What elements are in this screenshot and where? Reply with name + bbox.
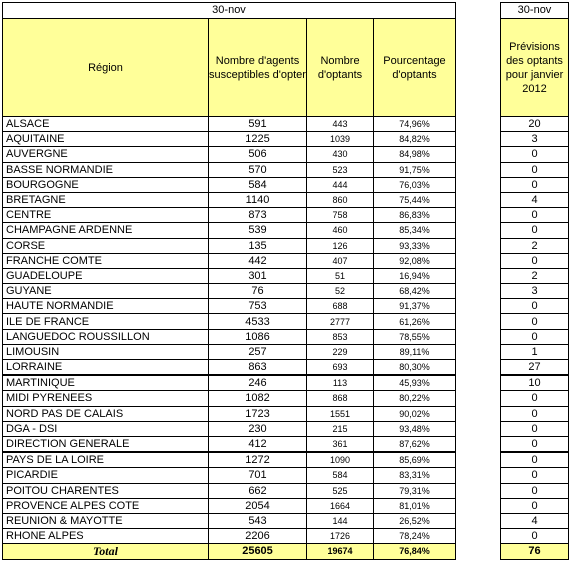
forecast-cell: 27 xyxy=(501,360,569,376)
forecast-cell: 0 xyxy=(501,391,569,406)
forecast-cell: 2 xyxy=(501,268,569,283)
table-row xyxy=(3,314,456,329)
region-cell: AQUITAINE xyxy=(3,132,209,147)
forecast-cell: 10 xyxy=(501,375,569,391)
table-row xyxy=(3,452,456,468)
pct-cell: 90,02% xyxy=(374,406,456,421)
region-cell: GUADELOUPE xyxy=(3,268,209,283)
forecast-row xyxy=(501,314,569,329)
agents-cell: 591 xyxy=(209,117,307,132)
agents-cell: 2206 xyxy=(209,529,307,544)
table-row xyxy=(3,529,456,544)
table-row xyxy=(3,483,456,498)
forecast-cell: 0 xyxy=(501,253,569,268)
agents-cell: 76 xyxy=(209,284,307,299)
agents-cell: 257 xyxy=(209,344,307,359)
forecast-cell: 4 xyxy=(501,192,569,207)
pct-cell: 61,26% xyxy=(374,314,456,329)
region-cell: CENTRE xyxy=(3,208,209,223)
forecast-cell: 0 xyxy=(501,421,569,436)
forecast-row xyxy=(501,162,569,177)
optants-cell: 868 xyxy=(307,391,374,406)
pct-cell: 86,83% xyxy=(374,208,456,223)
optants-cell: 1664 xyxy=(307,498,374,513)
forecast-cell: 0 xyxy=(501,529,569,544)
pct-cell: 89,11% xyxy=(374,344,456,359)
forecast-row xyxy=(501,529,569,544)
pct-cell: 83,31% xyxy=(374,468,456,483)
pct-header: Pourcentage d'optants xyxy=(374,19,456,117)
forecast-row xyxy=(501,223,569,238)
table-row xyxy=(3,147,456,162)
forecast-cell: 0 xyxy=(501,406,569,421)
region-header: Région xyxy=(3,19,209,117)
table-row xyxy=(3,436,456,452)
optants-cell: 1726 xyxy=(307,529,374,544)
agents-cell: 543 xyxy=(209,513,307,528)
forecast-row xyxy=(501,117,569,132)
agents-cell: 135 xyxy=(209,238,307,253)
optants-table xyxy=(2,2,456,560)
pct-cell: 26,52% xyxy=(374,513,456,528)
region-cell: CORSE xyxy=(3,238,209,253)
pct-cell: 84,98% xyxy=(374,147,456,162)
region-cell: CHAMPAGNE ARDENNE xyxy=(3,223,209,238)
region-cell: PICARDIE xyxy=(3,468,209,483)
pct-cell: 79,31% xyxy=(374,483,456,498)
forecast-row xyxy=(501,421,569,436)
pct-cell: 76,03% xyxy=(374,177,456,192)
forecast-cell: 0 xyxy=(501,223,569,238)
table-row xyxy=(3,406,456,421)
total-row xyxy=(3,544,456,560)
forecast-row xyxy=(501,147,569,162)
forecast-cell: 0 xyxy=(501,468,569,483)
optants-cell: 523 xyxy=(307,162,374,177)
optants-cell: 1039 xyxy=(307,132,374,147)
forecast-row xyxy=(501,344,569,359)
agents-cell: 301 xyxy=(209,268,307,283)
table-row xyxy=(3,344,456,359)
forecast-row xyxy=(501,329,569,344)
pct-cell: 85,69% xyxy=(374,452,456,468)
table-row xyxy=(3,360,456,376)
forecast-total-row xyxy=(501,544,569,560)
forecast-cell: 0 xyxy=(501,452,569,468)
forecast-row xyxy=(501,253,569,268)
forecast-cell: 0 xyxy=(501,162,569,177)
optants-cell: 584 xyxy=(307,468,374,483)
region-cell: FRANCHE COMTE xyxy=(3,253,209,268)
optants-cell: 758 xyxy=(307,208,374,223)
agents-cell: 1086 xyxy=(209,329,307,344)
total-pct: 76,84% xyxy=(374,544,456,560)
optants-cell: 853 xyxy=(307,329,374,344)
forecast-cell: 0 xyxy=(501,314,569,329)
region-cell: BOURGOGNE xyxy=(3,177,209,192)
table-row xyxy=(3,284,456,299)
region-cell: MARTINIQUE xyxy=(3,375,209,391)
optants-cell: 2777 xyxy=(307,314,374,329)
region-cell: ILE DE FRANCE xyxy=(3,314,209,329)
pct-cell: 87,62% xyxy=(374,436,456,452)
agents-cell: 1140 xyxy=(209,192,307,207)
table-row xyxy=(3,253,456,268)
optants-cell: 525 xyxy=(307,483,374,498)
agents-cell: 1225 xyxy=(209,132,307,147)
region-cell: AUVERGNE xyxy=(3,147,209,162)
pct-cell: 80,30% xyxy=(374,360,456,376)
optants-cell: 215 xyxy=(307,421,374,436)
forecast-row xyxy=(501,208,569,223)
table-row xyxy=(3,192,456,207)
table-row xyxy=(3,421,456,436)
forecast-cell: 2 xyxy=(501,238,569,253)
pct-cell: 93,48% xyxy=(374,421,456,436)
forecast-row xyxy=(501,192,569,207)
forecast-cell: 0 xyxy=(501,329,569,344)
region-cell: LIMOUSIN xyxy=(3,344,209,359)
agents-cell: 4533 xyxy=(209,314,307,329)
pct-cell: 74,96% xyxy=(374,117,456,132)
total-label: Total xyxy=(3,544,209,560)
forecast-cell: 3 xyxy=(501,132,569,147)
forecast-header: Prévisions des optants pour janvier 2012 xyxy=(501,19,569,117)
agents-cell: 442 xyxy=(209,253,307,268)
forecast-cell: 0 xyxy=(501,177,569,192)
table-row xyxy=(3,468,456,483)
forecast-date-header: 30-nov xyxy=(501,3,569,19)
table-row xyxy=(3,132,456,147)
forecast-row xyxy=(501,177,569,192)
forecast-cell: 0 xyxy=(501,436,569,452)
optants-cell: 51 xyxy=(307,268,374,283)
forecast-total: 76 xyxy=(501,544,569,560)
forecast-row xyxy=(501,375,569,391)
table-row xyxy=(3,117,456,132)
region-cell: NORD PAS DE CALAIS xyxy=(3,406,209,421)
table-row xyxy=(3,299,456,314)
table-row xyxy=(3,498,456,513)
pct-cell: 80,22% xyxy=(374,391,456,406)
pct-cell: 81,01% xyxy=(374,498,456,513)
region-cell: GUYANE xyxy=(3,284,209,299)
table-row xyxy=(3,375,456,391)
table-row xyxy=(3,391,456,406)
region-cell: MIDI PYRENEES xyxy=(3,391,209,406)
optants-cell: 444 xyxy=(307,177,374,192)
table-row xyxy=(3,238,456,253)
optants-cell: 229 xyxy=(307,344,374,359)
region-cell: PROVENCE ALPES COTE xyxy=(3,498,209,513)
pct-cell: 78,55% xyxy=(374,329,456,344)
agents-cell: 539 xyxy=(209,223,307,238)
table-row xyxy=(3,177,456,192)
region-cell: LANGUEDOC ROUSSILLON xyxy=(3,329,209,344)
pct-cell: 92,08% xyxy=(374,253,456,268)
forecast-cell: 0 xyxy=(501,299,569,314)
optants-cell: 113 xyxy=(307,375,374,391)
optants-cell: 144 xyxy=(307,513,374,528)
pct-cell: 16,94% xyxy=(374,268,456,283)
optants-cell: 860 xyxy=(307,192,374,207)
region-cell: REUNION & MAYOTTE xyxy=(3,513,209,528)
forecast-row xyxy=(501,132,569,147)
region-cell: PAYS DE LA LOIRE xyxy=(3,452,209,468)
pct-cell: 93,33% xyxy=(374,238,456,253)
optants-cell: 361 xyxy=(307,436,374,452)
table-row xyxy=(3,513,456,528)
forecast-row xyxy=(501,268,569,283)
forecast-row xyxy=(501,360,569,376)
agents-cell: 1082 xyxy=(209,391,307,406)
table-row xyxy=(3,223,456,238)
forecast-cell: 20 xyxy=(501,117,569,132)
forecast-cell: 1 xyxy=(501,344,569,359)
agents-cell: 506 xyxy=(209,147,307,162)
forecast-row xyxy=(501,483,569,498)
table-row xyxy=(3,162,456,177)
region-cell: RHONE ALPES xyxy=(3,529,209,544)
pct-cell: 75,44% xyxy=(374,192,456,207)
agents-cell: 873 xyxy=(209,208,307,223)
agents-cell: 584 xyxy=(209,177,307,192)
optants-cell: 52 xyxy=(307,284,374,299)
optants-cell: 1551 xyxy=(307,406,374,421)
region-cell: ALSACE xyxy=(3,117,209,132)
pct-cell: 85,34% xyxy=(374,223,456,238)
optants-cell: 407 xyxy=(307,253,374,268)
forecast-cell: 0 xyxy=(501,208,569,223)
region-cell: HAUTE NORMANDIE xyxy=(3,299,209,314)
table-row xyxy=(3,268,456,283)
agents-cell: 1272 xyxy=(209,452,307,468)
pct-cell: 91,75% xyxy=(374,162,456,177)
region-cell: POITOU CHARENTES xyxy=(3,483,209,498)
agents-header: Nombre d'agents susceptibles d'opter xyxy=(209,19,307,117)
forecast-cell: 0 xyxy=(501,498,569,513)
region-cell: DGA - DSI xyxy=(3,421,209,436)
forecast-row xyxy=(501,406,569,421)
agents-cell: 230 xyxy=(209,421,307,436)
forecast-cell: 3 xyxy=(501,284,569,299)
optants-header: Nombre d'optants xyxy=(307,19,374,117)
forecast-row xyxy=(501,468,569,483)
pct-cell: 45,93% xyxy=(374,375,456,391)
optants-cell: 126 xyxy=(307,238,374,253)
total-agents: 25605 xyxy=(209,544,307,560)
agents-cell: 412 xyxy=(209,436,307,452)
optants-cell: 460 xyxy=(307,223,374,238)
optants-cell: 430 xyxy=(307,147,374,162)
optants-cell: 1090 xyxy=(307,452,374,468)
table-row xyxy=(3,329,456,344)
pct-cell: 68,42% xyxy=(374,284,456,299)
agents-cell: 753 xyxy=(209,299,307,314)
optants-cell: 443 xyxy=(307,117,374,132)
region-cell: BRETAGNE xyxy=(3,192,209,207)
agents-cell: 570 xyxy=(209,162,307,177)
pct-cell: 78,24% xyxy=(374,529,456,544)
date-header: 30-nov xyxy=(3,3,456,19)
forecast-row xyxy=(501,513,569,528)
optants-cell: 688 xyxy=(307,299,374,314)
total-optants: 19674 xyxy=(307,544,374,560)
agents-cell: 863 xyxy=(209,360,307,376)
forecast-cell: 4 xyxy=(501,513,569,528)
pct-cell: 84,82% xyxy=(374,132,456,147)
agents-cell: 1723 xyxy=(209,406,307,421)
forecast-row xyxy=(501,391,569,406)
pct-cell: 91,37% xyxy=(374,299,456,314)
forecast-row xyxy=(501,498,569,513)
forecast-row xyxy=(501,452,569,468)
forecast-row xyxy=(501,284,569,299)
agents-cell: 246 xyxy=(209,375,307,391)
region-cell: BASSE NORMANDIE xyxy=(3,162,209,177)
region-cell: LORRAINE xyxy=(3,360,209,376)
agents-cell: 2054 xyxy=(209,498,307,513)
forecast-row xyxy=(501,299,569,314)
agents-cell: 701 xyxy=(209,468,307,483)
forecast-row xyxy=(501,436,569,452)
table-row xyxy=(3,208,456,223)
forecast-cell: 0 xyxy=(501,147,569,162)
optants-cell: 693 xyxy=(307,360,374,376)
forecast-cell: 0 xyxy=(501,483,569,498)
forecast-table xyxy=(500,2,569,560)
agents-cell: 662 xyxy=(209,483,307,498)
region-cell: DIRECTION GENERALE xyxy=(3,436,209,452)
forecast-row xyxy=(501,238,569,253)
